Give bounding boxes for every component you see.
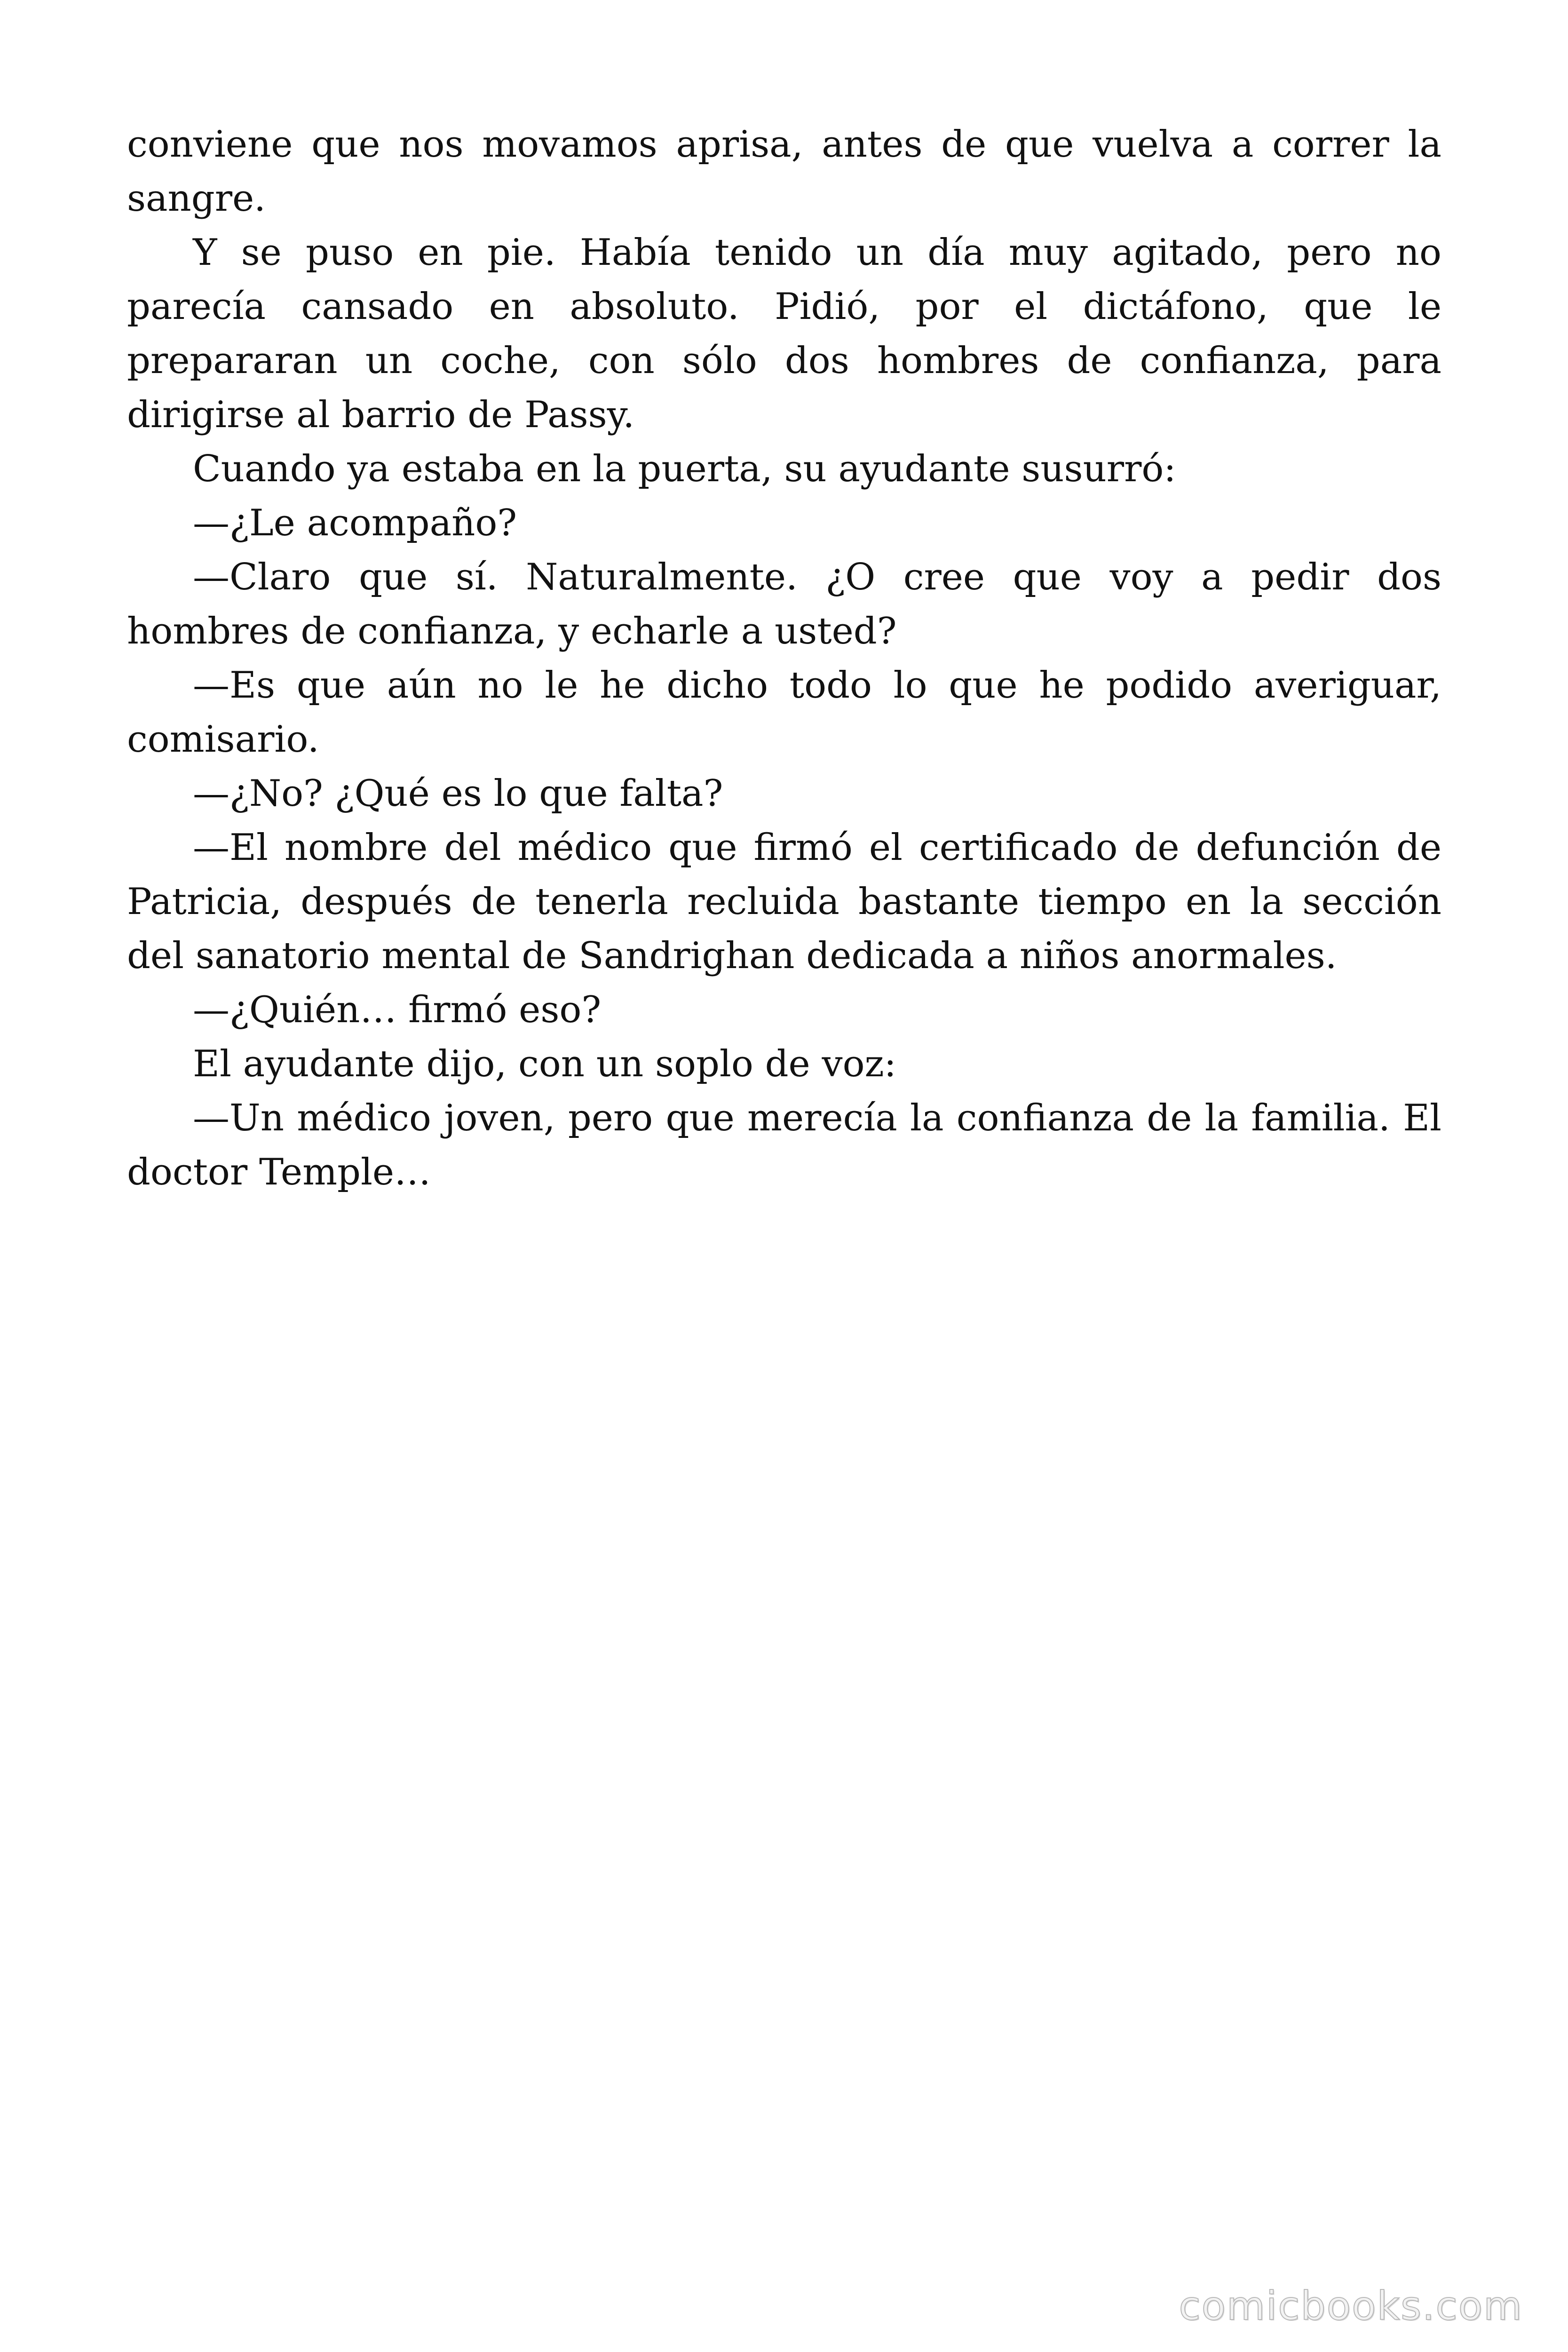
- paragraph-9: —¿Quién… firmó eso?: [193, 989, 602, 1031]
- paragraph-4: —¿Le acompaño?: [193, 502, 517, 544]
- paragraph-10: El ayudante dijo, con un soplo de voz:: [193, 1043, 896, 1085]
- paragraph-11: —Un médico joven, pero que merecía la confianza de la familia. El doctor Temple…: [127, 1097, 1441, 1193]
- paragraph-5: —Claro que sí. Naturalmente. ¿O cree que voy a pedir dos hombres de confianza, y echarle a usted?: [127, 556, 1441, 652]
- paragraph-2: Y se puso en pie. Había tenido un día muy agitado, pero no parecía cansado en absoluto. Pidió, por el dictáfono, que le prepararan un coche, con sólo dos hombres de confianza, para dirigirse al barrio de Passy.: [127, 231, 1441, 436]
- paragraph-7: —¿No? ¿Qué es lo que falta?: [193, 772, 723, 815]
- paragraph-8: —El nombre del médico que firmó el certificado de defunción de Patricia, después de tenerla recluida bastante tiempo en la sección del sanatorio mental de Sandrighan dedicada a niños anormales.: [127, 826, 1441, 977]
- paragraph-3: Cuando ya estaba en la puerta, su ayudante susurró:: [193, 448, 1176, 490]
- paragraph-6: —Es que aún no le he dicho todo lo que he podido averiguar, comisario.: [127, 664, 1441, 761]
- site-watermark: comicbooks.com: [1179, 2283, 1523, 2329]
- paragraph-1: conviene que nos movamos aprisa, antes de que vuelva a correr la sangre.: [127, 123, 1441, 220]
- page-text-block: [127, 118, 1441, 1200]
